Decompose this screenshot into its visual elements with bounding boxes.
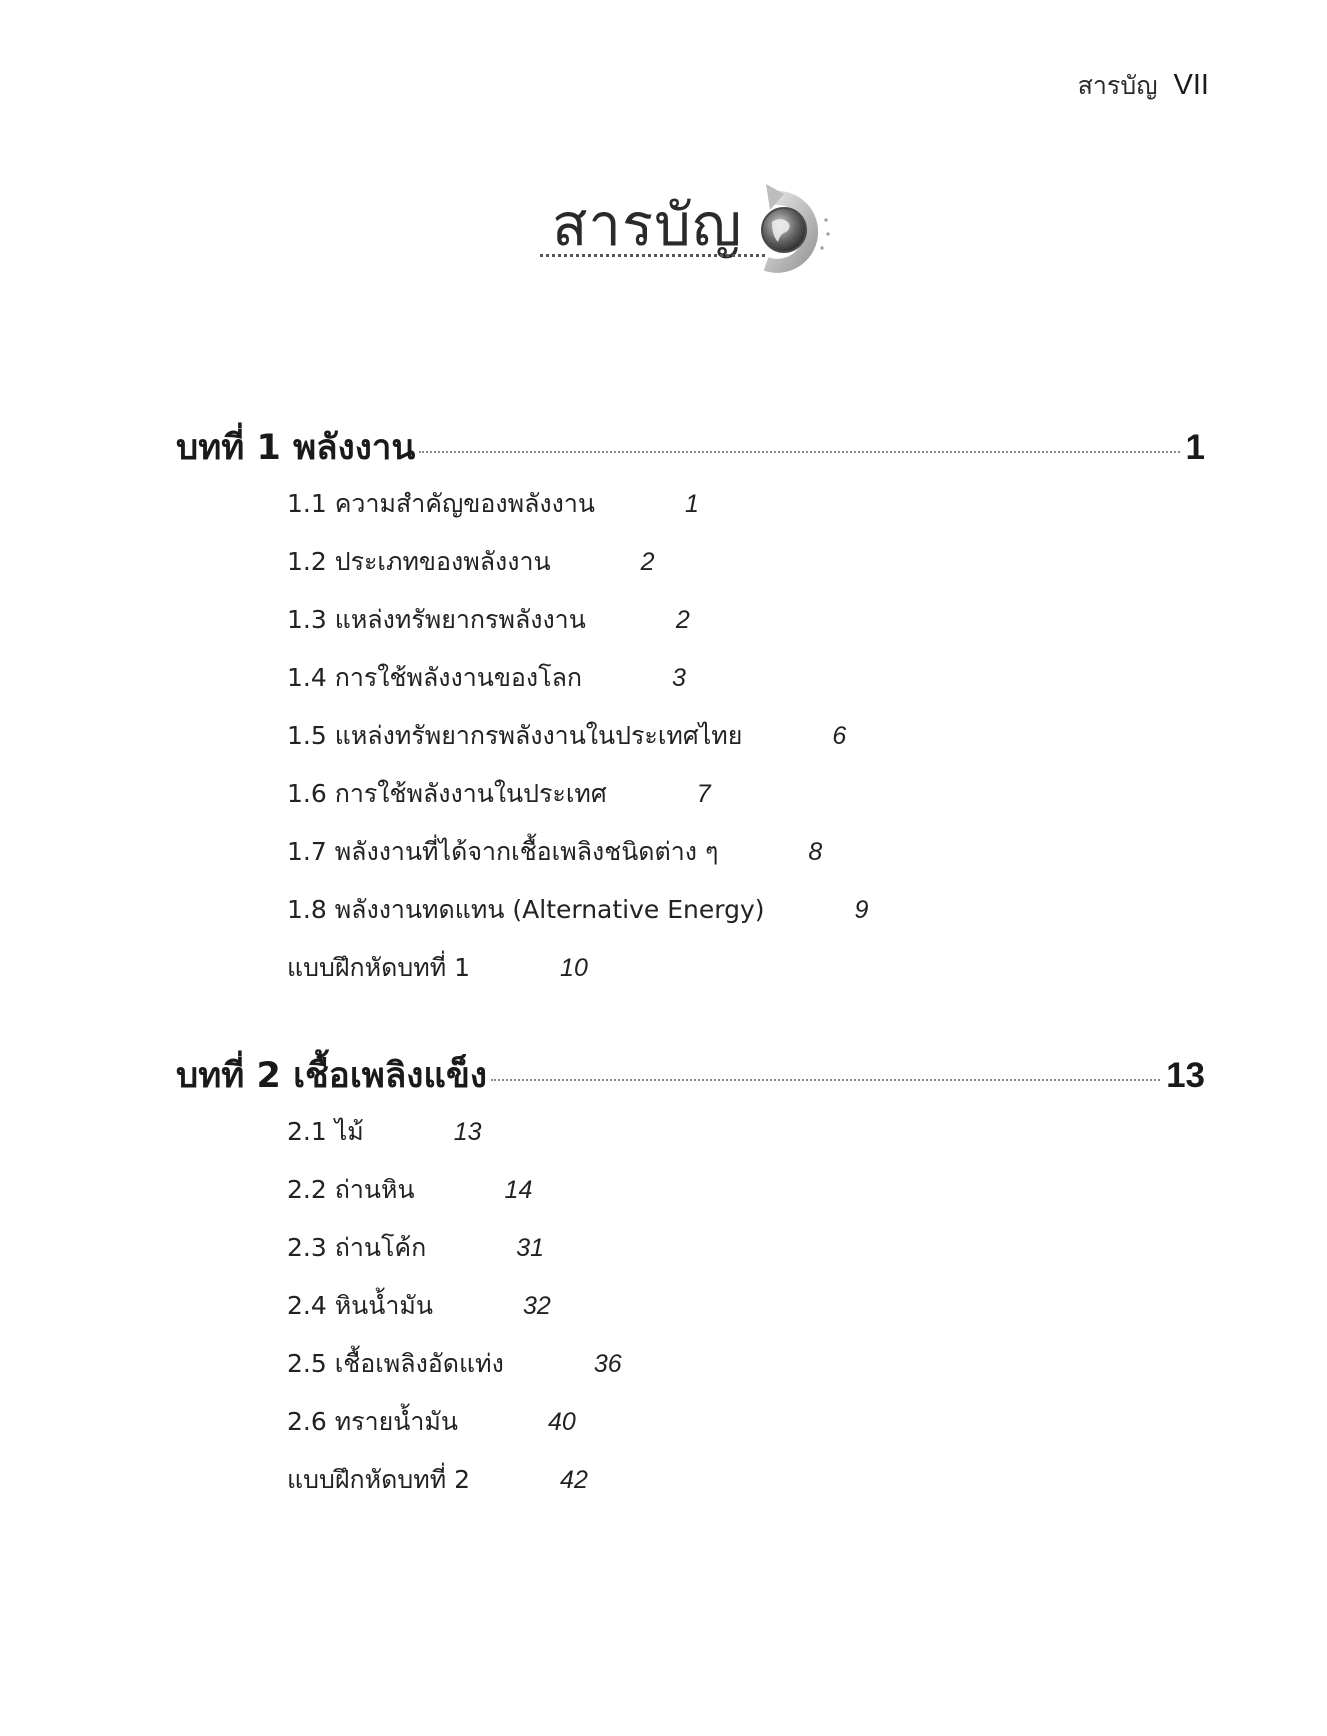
page-number: VII <box>1173 69 1209 101</box>
toc-entry[interactable] <box>287 1286 622 1344</box>
toc-entry-page: 32 <box>522 1292 551 1320</box>
toc-entry-label: 2.2 ถ่านหิน <box>287 1175 415 1204</box>
toc-entry-label: 1.8 พลังงานทดแทน (Alternative Energy) <box>287 895 765 924</box>
toc-entry[interactable] <box>287 484 868 542</box>
toc-entry[interactable] <box>287 600 868 658</box>
toc-entry-page: 13 <box>453 1118 482 1146</box>
toc-entry[interactable] <box>287 1228 622 1286</box>
toc-entry-page: 3 <box>672 664 686 692</box>
chapter-page-number: 13 <box>1166 1056 1205 1095</box>
toc-entry-label: 2.1 ไม้ <box>287 1117 364 1146</box>
toc-entry-page: 9 <box>854 896 869 924</box>
toc-entry-label: 2.5 เชื้อเพลิงอัดแท่ง <box>287 1349 504 1378</box>
toc-entry-page: 10 <box>560 954 588 982</box>
toc-entry[interactable] <box>287 1112 622 1170</box>
toc-entry-page: 31 <box>516 1234 545 1262</box>
toc-entry-page: 14 <box>504 1176 533 1204</box>
toc-entry-page: 42 <box>560 1466 588 1494</box>
toc-entry-label: 2.3 ถ่านโค้ก <box>287 1233 427 1262</box>
toc-entry-label: 1.2 ประเภทของพลังงาน <box>287 547 551 576</box>
running-header <box>1078 66 1209 106</box>
toc-entry-page: 2 <box>675 606 690 634</box>
toc-entry[interactable] <box>287 716 868 774</box>
chapter-title: บทที่ 1 พลังงาน <box>176 428 416 468</box>
toc-entry-page: 36 <box>593 1350 622 1378</box>
toc-entry-label: 1.7 พลังงานที่ได้จากเชื้อเพลิงชนิดต่าง ๆ <box>287 837 719 866</box>
chapter-1-heading[interactable] <box>176 420 1205 475</box>
running-header-label: สารบัญ <box>1077 71 1158 100</box>
toc-entry-page: 1 <box>684 490 699 518</box>
toc-entry[interactable] <box>287 1460 622 1518</box>
toc-entry-label: 2.6 ทรายน้ำมัน <box>287 1407 458 1436</box>
toc-entry[interactable] <box>287 774 868 832</box>
toc-entry[interactable] <box>287 1402 622 1460</box>
toc-entry-page: 7 <box>696 780 711 808</box>
toc-entry-label: 1.4 การใช้พลังงานของโลก <box>287 663 583 692</box>
toc-entry[interactable] <box>287 658 868 716</box>
toc-entry-label: แบบฝึกหัดบทที่ 2 <box>287 1465 471 1494</box>
toc-entry-label: 1.5 แหล่งทรัพยากรพลังงานในประเทศไทย <box>287 721 743 750</box>
chapter-1-entries <box>287 484 868 1006</box>
toc-title-block <box>540 178 840 288</box>
chapter-page-number: 1 <box>1185 428 1205 467</box>
toc-entry-page: 40 <box>548 1408 576 1436</box>
chapter-2-heading[interactable] <box>176 1048 1205 1103</box>
chapter-title: บทที่ 2 เชื้อเพลิงแข็ง <box>176 1056 487 1096</box>
toc-entry-page: 8 <box>808 838 823 866</box>
toc-entry-page: 2 <box>640 548 655 576</box>
dot-leader <box>419 451 1179 453</box>
toc-entry-label: แบบฝึกหัดบทที่ 1 <box>287 953 471 982</box>
dot-leader <box>491 1079 1160 1081</box>
toc-entry[interactable] <box>287 1170 622 1228</box>
title-dotted-rule <box>540 254 765 257</box>
page-title: สารบัญ <box>552 191 743 259</box>
chapter-2-entries <box>287 1112 622 1518</box>
toc-entry-label: 1.6 การใช้พลังงานในประเทศ <box>287 779 607 808</box>
toc-entry-label: 1.1 ความสำคัญของพลังงาน <box>287 489 595 518</box>
toc-entry[interactable] <box>287 832 868 890</box>
toc-entry-label: 2.4 หินน้ำมัน <box>287 1291 433 1320</box>
toc-entry[interactable] <box>287 1344 622 1402</box>
toc-entry[interactable] <box>287 890 868 948</box>
toc-entry-label: 1.3 แหล่งทรัพยากรพลังงาน <box>287 605 586 634</box>
globe-arrow-icon <box>744 176 840 284</box>
toc-entry[interactable] <box>287 948 868 1006</box>
toc-entry[interactable] <box>287 542 868 600</box>
toc-entry-page: 6 <box>832 722 847 750</box>
